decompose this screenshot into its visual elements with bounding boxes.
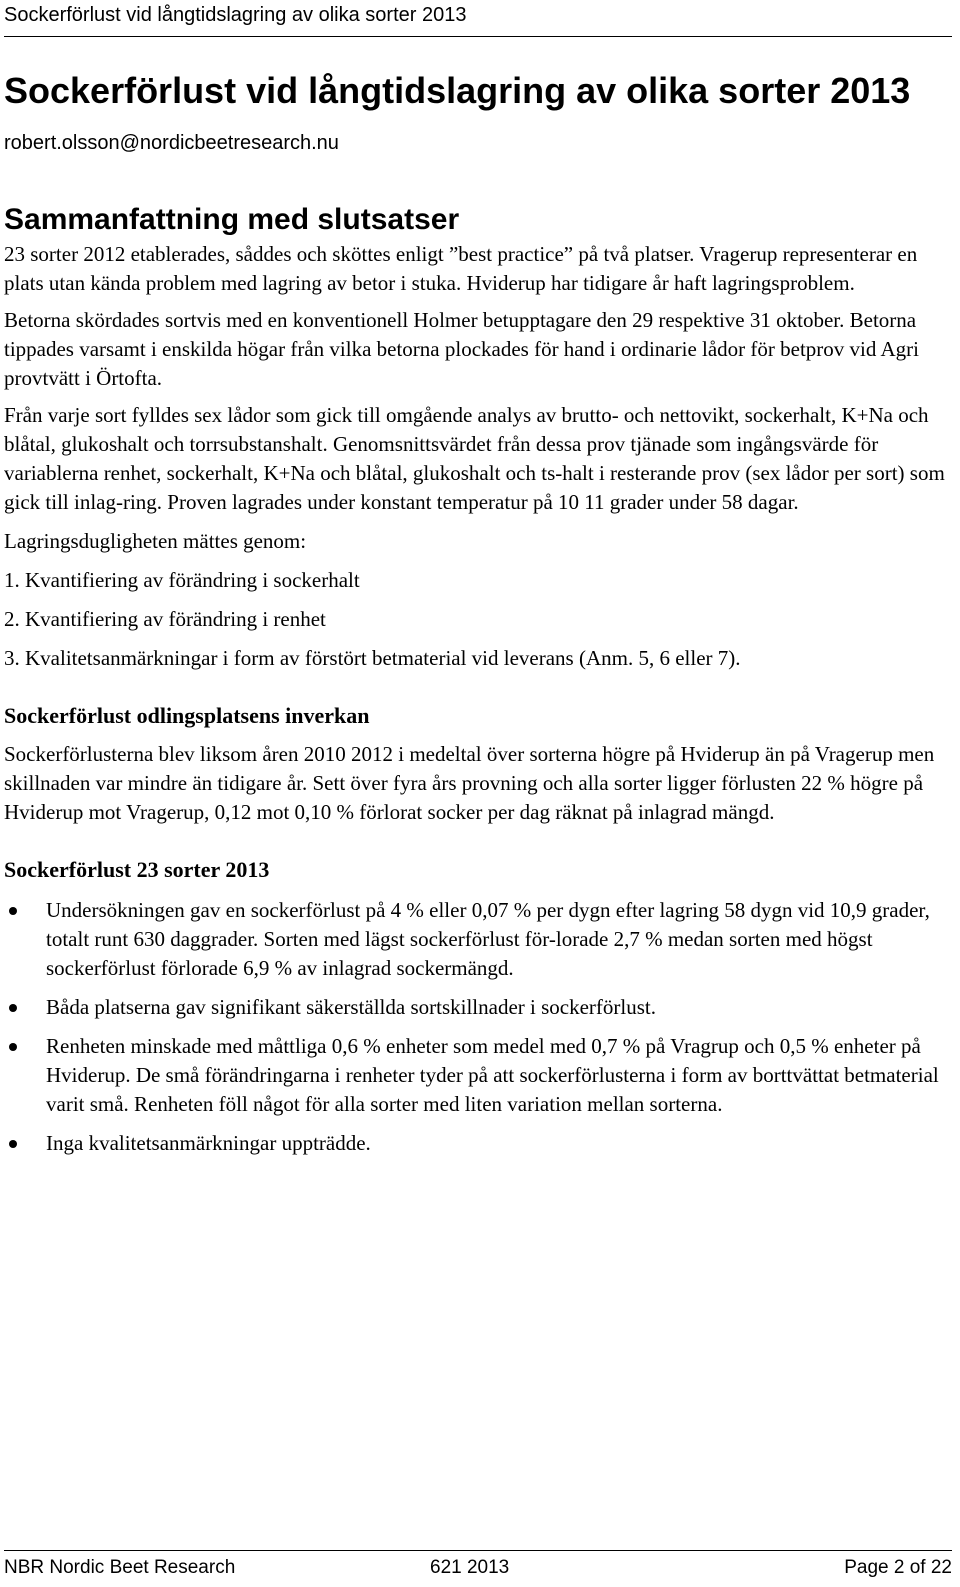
summary-heading: Sammanfattning med slutsatser bbox=[4, 203, 460, 236]
list-item bbox=[4, 896, 952, 983]
page-content bbox=[4, 68, 952, 1168]
location-paragraph: Sockerförlusterna blev liksom åren 2010 2012 i medeltal över sorterna högre på Hviderup än på Vragerup men skillnaden var mindre än tidigare år. Sett över fyra års provning och alla sorter ligger förlusten 22 % högre på Hviderup mot Vragerup, 0,12 mot 0,10 % förlorat socker per dag räknat på inlagrad mängd. bbox=[4, 742, 935, 824]
author-email: robert.olsson@nordicbeetresearch.nu bbox=[4, 132, 339, 154]
footer-divider bbox=[4, 1550, 952, 1551]
bullet-text: Undersökningen gav en sockerförlust på 4 % eller 0,07 % per dygn efter lagring 58 dygn vid 10,9 grader, totalt runt 630 daggrader. Sorten med lägst sockerförlust för-lorade 2,7 % medan sorten med högst sockerförlust förlorade 6,9 % av inlagrad sockermängd. bbox=[46, 898, 930, 980]
bullet-icon bbox=[9, 1004, 17, 1012]
summary-list-item-3: 3. Kvalitetsanmärkningar i form av förstört betmaterial vid leverans (Anm. 5, 6 eller 7). bbox=[4, 646, 741, 670]
bullet-text: Båda platserna gav signifikant säkerställda sortskillnader i sockerförlust. bbox=[46, 995, 656, 1019]
list-item bbox=[4, 993, 952, 1022]
summary-body bbox=[4, 240, 952, 673]
footer-report-number: 621 2013 bbox=[430, 1557, 510, 1578]
summary-paragraph-4: Lagringsdugligheten mättes genom: bbox=[4, 529, 307, 553]
summary-list-item-1: 1. Kvantifiering av förändring i sockerhalt bbox=[4, 568, 360, 592]
footer-page-number: Page 2 of 22 bbox=[844, 1557, 952, 1578]
bullet-text: Inga kvalitetsanmärkningar uppträdde. bbox=[46, 1131, 371, 1155]
running-header bbox=[4, 0, 952, 37]
running-title: Sockerförlust vid långtidslagring av olika sorter 2013 bbox=[4, 4, 467, 26]
bullet-icon bbox=[9, 1140, 17, 1148]
summary-paragraph-1: 23 sorter 2012 etablerades, såddes och sköttes enligt ”best practice” på två platser. Vragerup representerar en plats utan kända problem med lagring av betor i stuka. Hviderup har tidigare år haft lagringsproblem. bbox=[4, 242, 918, 295]
location-heading: Sockerförlust odlingsplatsens inverkan bbox=[4, 703, 370, 728]
varieties-heading: Sockerförlust 23 sorter 2013 bbox=[4, 857, 270, 882]
varieties-bullet-list bbox=[4, 896, 952, 1158]
summary-paragraph-3: Från varje sort fylldes sex lådor som gick till omgående analys av brutto- och nettovikt, sockerhalt, K+Na och blåtal, glukoshalt och torrsubstanshalt. Genomsnittsvärdet från dessa prov tjänade som ingångsvärde för variablerna renhet, sockerhalt, K+Na och blåtal, glukoshalt och ts-halt i resterande prov (sex lådor per sort) som gick till inlag-ring. Proven lagrades under konstant temperatur på 10 11 grader under 58 dagar. bbox=[4, 403, 945, 514]
summary-paragraph-2: Betorna skördades sortvis med en konventionell Holmer betupptagare den 29 respektive 31 oktober. Betorna tippades varsamt i enskilda högar från vilka betorna plockades för hand i ordinarie lådor för betprov vid Agri provtvätt i Örtofta. bbox=[4, 308, 919, 390]
bullet-icon bbox=[9, 907, 17, 915]
bullet-text: Renheten minskade med måttliga 0,6 % enheter som medel med 0,7 % på Vragrup och 0,5 % enheter på Hviderup. De små förändringarna i renheter tyder på att sockerförlusterna i form av borttvättat betmaterial varit små. Renheten föll något för alla sorter med liten variation mellan sorterna. bbox=[46, 1034, 939, 1116]
summary-list-item-2: 2. Kvantifiering av förändring i renhet bbox=[4, 607, 326, 631]
bullet-icon bbox=[9, 1043, 17, 1051]
document-title: Sockerförlust vid långtidslagring av olika sorter 2013 bbox=[4, 70, 911, 111]
list-item bbox=[4, 1129, 952, 1158]
footer-organization: NBR Nordic Beet Research bbox=[4, 1557, 236, 1578]
list-item bbox=[4, 1032, 952, 1119]
